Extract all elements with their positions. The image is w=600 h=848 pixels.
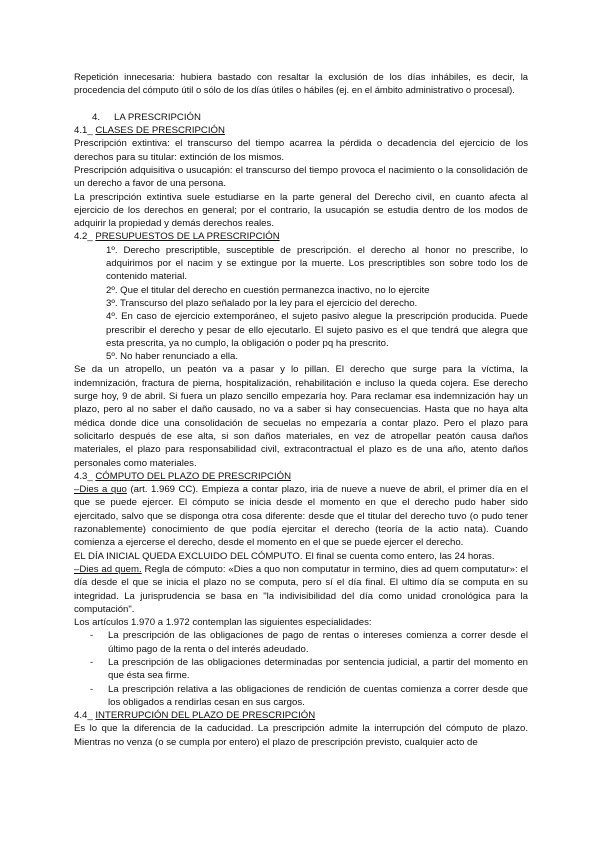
specialties-list	[74, 629, 528, 709]
list-item	[74, 683, 528, 710]
subsection-heading-4-3	[74, 470, 528, 483]
subsection-heading-4-2	[74, 230, 528, 243]
list-item: 4º. En caso de ejercicio extemporáneo, el sujeto pasivo alegue la prescripción producida. Puede prescribir el derecho y pesar de ello ejecutarlo. El sujeto pasivo es el que tendrá que alegra que esta prescrita, ya no cumplo, la obligación o poder pq ha prescrito.	[106, 311, 528, 349]
bullet-mark: -	[90, 630, 94, 642]
paragraph: Se da un atropello, un peatón va a pasar y lo pillan. El derecho que surge para la víctima, la indemnización, fractura de pierna, hospitalización, rehabilitación e incluso la queda cojera. Ese derecho surge hoy, 9 de abril. Si fuera un plazo sencillo empezaría hoy. Para reclamar esa indemnización hay un plazo, pero al no saber el daño causado, no va a saber si hay consecuencias. Hasta que no haya alta médica donde dice una consolidación de secuelas no empezaría a contar plazo. Pero el plazo para solicitarlo después de ese alta, si son daños materiales, en vez de atropellar peatón causa daños materiales, el plazo para responsabilidad civil, extracontractual el plazo es de una año, atento daños personales como materiales.	[74, 364, 528, 469]
section-number: 4.	[92, 111, 101, 123]
paragraph: La prescripción extintiva suele estudiarse en la parte general del Derecho civil, en cuanto afecta al ejercicio de los derechos en general; por el contrario, la usucapión se estudia dentro de los modos de adquirir la propiedad y demás derechos reales.	[74, 191, 528, 230]
term-label: –Dies ad quem.	[74, 563, 142, 575]
subsection-title: CÓMPUTO DEL PLAZO DE PRESCRIPCIÓN	[95, 470, 292, 482]
paragraph-text: Regla de cómputo: «Dies a quo non computatur in termino, dies ad quem computatur»: el día desde el que se inicia el plazo no se computa, pero sí el día final. El ultimo día se computa en su integridad. La jurisprudencia se basa en "la indivisibilidad del día como unidad cronológica para la computación".	[74, 563, 528, 615]
subsection-number: 4.2_	[74, 231, 93, 243]
list-item: 2º. Que el titular del derecho en cuestión permanezca inactivo, no lo ejercite	[106, 284, 430, 296]
subsection-heading-4-1	[74, 124, 528, 137]
list-item: 3º. Transcurso del plazo señalado por la ley para el ejercicio del derecho.	[106, 297, 418, 309]
list-item: 1º. Derecho prescriptible, susceptible de prescripción. el derecho al honor no prescribe, lo adquirimos por el nacim y se extingue por la muerte. Los prescriptibles son sobre todo los de contenido material.	[106, 244, 528, 283]
subsection-heading-4-4	[74, 709, 528, 722]
paragraph-dies-ad-quem	[74, 563, 528, 616]
intro-paragraph: Repetición innecesaria: hubiera bastado con resaltar la exclusión de los días inhábiles, es decir, la procedencia del cómputo útil o sólo de los días útiles o hábiles (ej. en el ámbito administrativo o procesal).	[74, 71, 528, 96]
subsection-title: INTERRUPCIÓN DEL PLAZO DE PRESCRIPCIÓN	[95, 710, 316, 722]
section-title: LA PRESCRIPCIÓN	[114, 111, 201, 123]
subsection-number: 4.3_	[74, 470, 93, 482]
section-heading	[74, 111, 528, 124]
requirements-list	[74, 244, 528, 364]
list-item: 5º. No haber renunciado a ella.	[106, 351, 239, 363]
paragraph: Es lo que la diferencia de la caducidad. La prescripción admite la interrupción del cómputo de plazo. Mientras no venza (o se cumpla por entero) el plazo de prescripción previsto, cualquier acto de	[74, 723, 528, 748]
paragraph-text: (art. 1.969 CC). Empieza a contar plazo, iria de nueve a nueve de abril, el primer día en el que se puede ejercer. El cómputo se inicia desde el momento en que el derecho pudo haber sido ejercitado, salvo que se disponga otra cosa diferente: desde que el titular del derecho tuvo (o pudo tener razonablemente) conocimiento de que podía ejercitar el derecho (teoría de la actio nata). Cuando comienza a ejercerse el derecho, desde el momento en el que se puede ejercer el derecho.	[74, 484, 528, 549]
paragraph: Los artículos 1.970 a 1.972 contemplan las siguientes especialidades:	[74, 617, 372, 629]
list-item	[74, 656, 528, 683]
bullet-mark: -	[90, 683, 94, 695]
subsection-number: 4.4_	[74, 710, 93, 722]
document-body	[74, 70, 528, 749]
list-item-text: La prescripción de las obligaciones de pago de rentas o intereses comienza a correr desde el último pago de la renta o del interés adeudado.	[108, 630, 528, 655]
list-item	[74, 629, 528, 656]
bullet-mark: -	[90, 656, 94, 668]
paragraph-dies-a-quo	[74, 483, 528, 549]
list-item-text: La prescripción de las obligaciones determinadas por sentencia judicial, a partir del momento en que ésta sea firme.	[108, 656, 528, 682]
paragraph: Prescripción extintiva: el transcurso del tiempo acarrea la pérdida o decadencia del ejercicio de los derechos para su titular: extinción de los mismos.	[74, 138, 528, 163]
subsection-title: CLASES DE PRESCRIPCIÓN	[95, 125, 225, 137]
list-item-text: La prescripción relativa a las obligaciones de rendición de cuentas comienza a correr desde que los obligados a rendirlas cesan en sus cargos.	[108, 683, 528, 708]
subsection-number: 4.1_	[74, 125, 93, 137]
paragraph: Prescripción adquisitiva o usucapión: el transcurso del tiempo provoca el nacimiento o la consolidación de un derecho a favor de una persona.	[74, 165, 528, 190]
paragraph: EL DÍA INICIAL QUEDA EXCLUIDO DEL CÓMPUTO. El final se cuenta como entero, las 24 horas.	[74, 550, 495, 562]
subsection-title: PRESUPUESTOS DE LA PRESCRIPCIÓN	[95, 231, 280, 243]
term-label: –Dies a quo	[74, 484, 127, 496]
